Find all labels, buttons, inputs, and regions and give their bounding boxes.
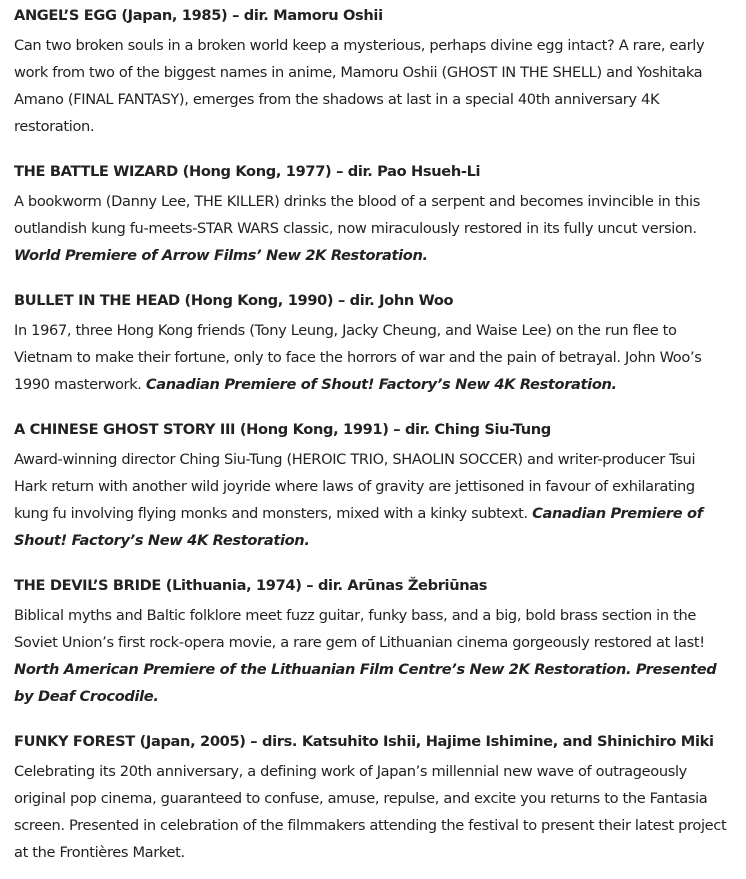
film-description — [14, 602, 732, 710]
restoration-note: Canadian Premiere of Shout! Factory’s New 4K Restoration. — [14, 505, 703, 549]
film-synopsis: A bookworm (Danny Lee, THE KILLER) drinks the blood of a serpent and becomes invincible in this outlandish kung fu-meets-STAR WARS classic, now miraculously restored in its fully uncut version. — [14, 193, 700, 237]
film-title: BULLET IN THE HEAD (Hong Kong, 1990) – dir. John Woo — [14, 292, 454, 309]
film-title: A CHINESE GHOST STORY III (Hong Kong, 1991) – dir. Ching Siu-Tung — [14, 421, 551, 438]
film-synopsis: Celebrating its 20th anniversary, a defining work of Japan’s millennial new wave of outrageously original pop cinema, guaranteed to confuse, amuse, repulse, and excite you returns to the Fantasia screen. Presented in celebration of the filmmakers attending the festival to present their latest project at the Frontières Market. — [14, 763, 727, 861]
film-description — [14, 758, 732, 866]
film-entry-bullet-in-the-head — [14, 290, 732, 398]
film-entry-devils-bride — [14, 575, 732, 710]
film-synopsis: Biblical myths and Baltic folklore meet fuzz guitar, funky bass, and a big, bold brass section in the Soviet Union’s first rock-opera movie, a rare gem of Lithuanian cinema gorgeously restored at last! — [14, 607, 705, 651]
film-entry-battle-wizard — [14, 161, 732, 269]
film-title: FUNKY FOREST (Japan, 2005) – dirs. Katsuhito Ishii, Hajime Ishimine, and Shinichiro Miki — [14, 733, 714, 750]
restoration-note: Canadian Premiere of Shout! Factory’s New 4K Restoration. — [145, 376, 617, 393]
film-synopsis: Can two broken souls in a broken world keep a mysterious, perhaps divine egg intact? A rare, early work from two of the biggest names in anime, Mamoru Oshii (GHOST IN THE SHELL) and Yoshitaka Amano (FINAL FANTASY), emerges from the shadows at last in a special 40th anniversary 4K restoration. — [14, 37, 705, 135]
film-title: THE BATTLE WIZARD (Hong Kong, 1977) – dir. Pao Hsueh-Li — [14, 163, 481, 180]
film-entry-angels-egg — [14, 5, 732, 140]
restoration-note: World Premiere of Arrow Films’ New 2K Restoration. — [14, 247, 428, 264]
restoration-note: North American Premiere of the Lithuanian Film Centre’s New 2K Restoration. Presented by Deaf Crocodile. — [14, 661, 717, 705]
film-title: ANGEL’S EGG (Japan, 1985) – dir. Mamoru Oshii — [14, 7, 383, 24]
film-entry-chinese-ghost-story-iii — [14, 419, 732, 554]
film-description — [14, 32, 732, 140]
film-entry-funky-forest — [14, 731, 732, 866]
film-description — [14, 188, 732, 269]
film-synopsis: Award-winning director Ching Siu-Tung (HEROIC TRIO, SHAOLIN SOCCER) and writer-producer Tsui Hark return with another wild joyride where laws of gravity are jettisoned in favour of exhilarating kung fu involving flying monks and monsters, mixed with a kinky subtext. — [14, 451, 696, 522]
film-title: THE DEVIL’S BRIDE (Lithuania, 1974) – dir. Arūnas Žebriūnas — [14, 577, 488, 594]
film-synopsis: In 1967, three Hong Kong friends (Tony Leung, Jacky Cheung, and Waise Lee) on the run flee to Vietnam to make their fortune, only to face the horrors of war and the pain of betrayal. John Woo’s 1990 masterwork. — [14, 322, 702, 393]
film-description — [14, 446, 732, 554]
film-description — [14, 317, 732, 398]
